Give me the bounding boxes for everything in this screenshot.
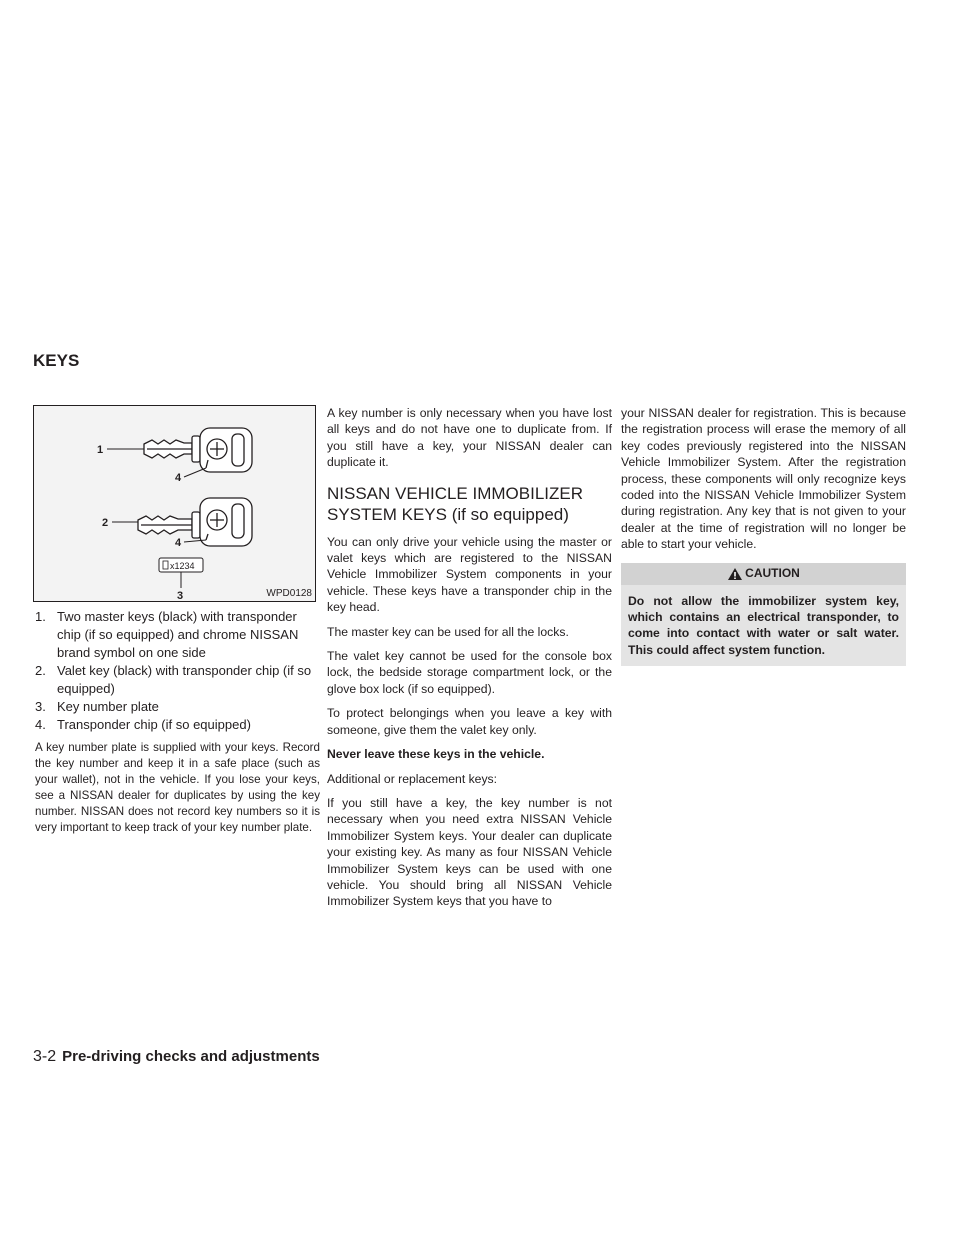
legend-num: 4. [35,717,46,732]
legend-item [35,698,320,716]
figure-legend [35,608,320,734]
caution-text: Do not allow the immobilizer system key, which contains an electrical transponder, to come into contact with water or salt water. This could affect system function. [628,593,899,657]
callout-2: 2 [102,517,109,529]
legend-num: 3. [35,699,46,714]
legend-item [35,608,320,662]
paragraph: You can only drive your vehicle using the master or valet keys which are registered to the NISSAN Vehicle Immobilizer System components in your vehicle. These keys have a transponder chip in the key head. [327,534,612,615]
keys-figure [33,405,316,602]
callout-1: 1 [97,444,104,456]
page-number: 3-2 [33,1048,57,1065]
section-title: KEYS [33,351,80,370]
legend-num: 2. [35,663,46,678]
paragraph: Additional or replacement keys: [327,771,498,786]
figure-code: WPD0128 [266,588,312,599]
paragraph: If you still have a key, the key number is not necessary when you need extra NISSAN Vehicle Immobilizer System keys. Your dealer can duplicate your existing key. As many as four NISSAN Vehicle Immobilizer System keys can be used with one vehicle. You should bring all NISSAN Vehicle Immobilizer System keys that you have to [327,795,612,909]
intro-paragraph: A key number is only necessary when you have lost all keys and do not have one to duplicate from. If you still have a key, your NISSAN dealer can duplicate it. [327,406,612,470]
caution-box [621,563,906,667]
column-3 [621,405,906,666]
legend-text: Transponder chip (if so equipped) [57,717,251,732]
legend-num: 1. [35,609,46,624]
callout-4a: 4 [175,472,182,484]
legend-item [35,662,320,698]
paragraph: To protect belongings when you leave a key with someone, give them the valet key only. [327,706,612,737]
caution-title: CAUTION [745,566,800,581]
keys-illustration [34,406,317,603]
legend-item [35,716,320,734]
column-2 [327,405,612,918]
warning-paragraph: Never leave these keys in the vehicle. [327,747,545,762]
key-plate-paragraph: A key number plate is supplied with your keys. Record the key number and keep it in a safe place (such as your wallet), not in the vehicle. If you lose your keys, see a NISSAN dealer for duplicates by using the key number. NISSAN does not record key numbers so it is very important to keep track of your key number plate. [35,741,320,834]
legend-text: Two master keys (black) with transponder chip (if so equipped) and chrome NISSAN brand symbol on one side [57,609,299,660]
callout-3: 3 [177,590,184,602]
legend-text: Key number plate [57,699,159,714]
warning-icon [727,567,743,581]
caution-header [621,563,906,585]
immobilizer-heading: NISSAN VEHICLE IMMOBILIZER SYSTEM KEYS (if so equipped) [327,483,583,524]
paragraph: your NISSAN dealer for registration. This is because the registration process will erase the memory of all key codes previously registered into the NISSAN Vehicle Immobilizer System. After the registration process, these components will only recognize keys coded into the NISSAN Vehicle Immobilizer System during registration. Any key that is not given to your dealer at the time of registration will no longer be able to start your vehicle. [621,406,906,552]
valet-key-drawing [138,498,252,546]
paragraph: The master key can be used for all the locks. [327,624,569,639]
plate-text: x1234 [170,561,195,571]
legend-text: Valet key (black) with transponder chip (if so equipped) [57,663,312,696]
chapter-title: Pre-driving checks and adjustments [62,1048,320,1065]
column-1 [35,608,320,844]
callout-4b: 4 [175,537,182,549]
paragraph: The valet key cannot be used for the console box lock, the bedside storage compartment lock, or the glove box lock (if so equipped). [327,649,612,696]
page-footer [33,1048,320,1066]
master-key-drawing [144,428,252,472]
callout-line-4a [184,468,206,477]
